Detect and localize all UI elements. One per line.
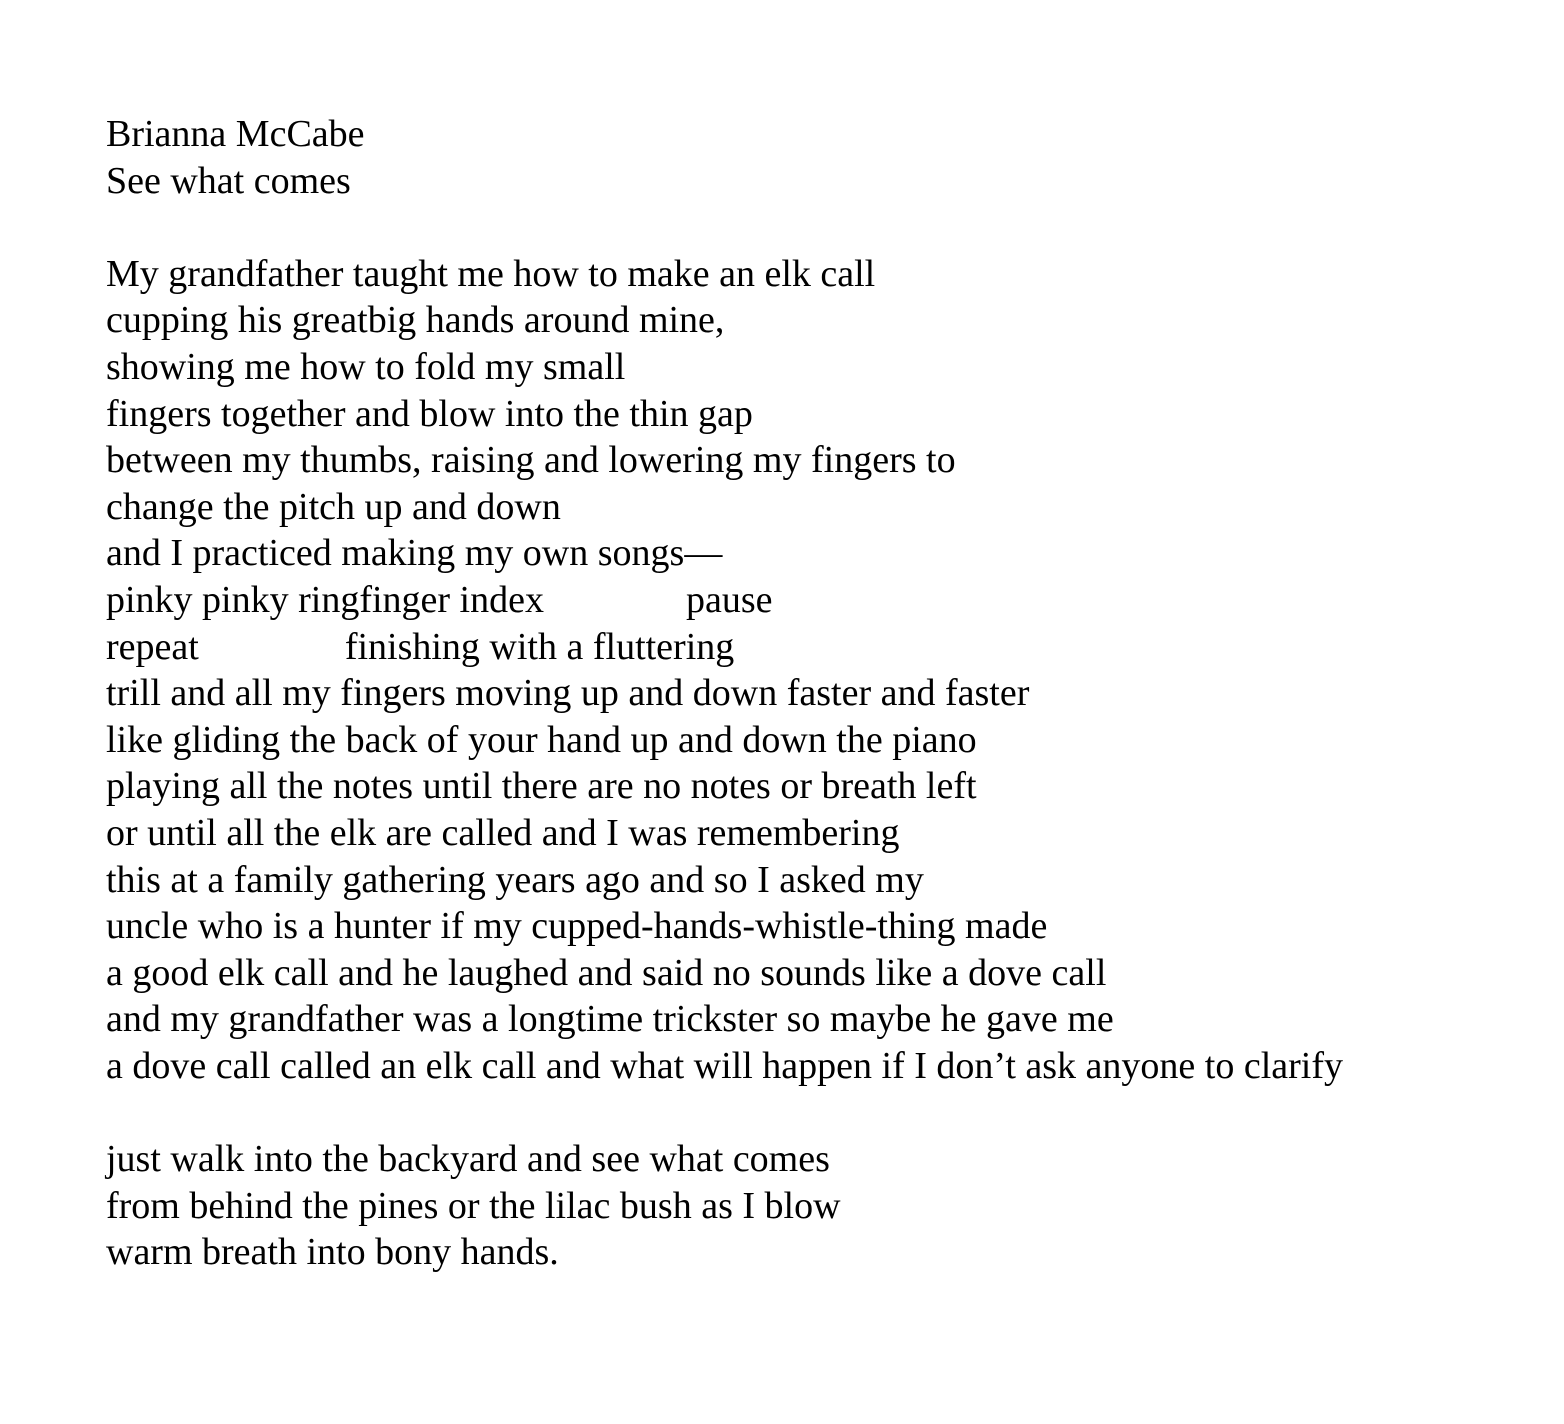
poem-line-part: pinky pinky ringfinger index — [106, 578, 544, 621]
poem-line: My grandfather taught me how to make an elk call — [106, 252, 876, 295]
poem-line: and I practiced making my own songs— — [106, 532, 723, 575]
poem-line: or until all the elk are called and I was remembering — [106, 811, 900, 854]
poem-line: just walk into the backyard and see what comes — [106, 1138, 830, 1181]
poem-line: between my thumbs, raising and lowering my fingers to — [106, 439, 956, 482]
poem-line: warm breath into bony hands. — [106, 1231, 559, 1274]
poem-title: See what comes — [106, 159, 351, 202]
poem-line: and my grandfather was a longtime trickster so maybe he gave me — [106, 998, 1114, 1041]
blank-line — [106, 204, 1526, 251]
poem-line: cupping his greatbig hands around mine, — [106, 299, 725, 342]
poem-line: playing all the notes until there are no notes or breath left — [106, 765, 977, 808]
poem-line-part: finishing with a fluttering — [344, 625, 735, 668]
poem-line: showing me how to fold my small — [106, 345, 626, 388]
document-page — [106, 111, 1526, 1276]
poem-line: from behind the pines or the lilac bush as I blow — [106, 1184, 841, 1227]
poem-line — [106, 624, 1526, 671]
author-name: Brianna McCabe — [106, 113, 365, 155]
poem-line: uncle who is a hunter if my cupped-hands-whistle-thing made — [106, 905, 1048, 948]
poem-line: a good elk call and he laughed and said no sounds like a dove call — [106, 951, 1107, 994]
poem-line — [106, 577, 1526, 624]
poem-line: this at a family gathering years ago and so I asked my — [106, 858, 924, 901]
poem-line-part: pause — [685, 578, 773, 621]
blank-line — [106, 1089, 1526, 1136]
poem-line: a dove call called an elk call and what will happen if I don’t ask anyone to clarify — [106, 1044, 1344, 1087]
stanza-1 — [106, 251, 1526, 1090]
poem-line: trill and all my fingers moving up and down faster and faster — [106, 672, 1030, 715]
poem-line-part: repeat — [106, 625, 199, 668]
poem-line: like gliding the back of your hand up and down the piano — [106, 718, 977, 761]
poem-line: change the pitch up and down — [106, 485, 561, 528]
stanza-2 — [106, 1136, 1526, 1276]
poem-line: fingers together and blow into the thin gap — [106, 392, 753, 435]
